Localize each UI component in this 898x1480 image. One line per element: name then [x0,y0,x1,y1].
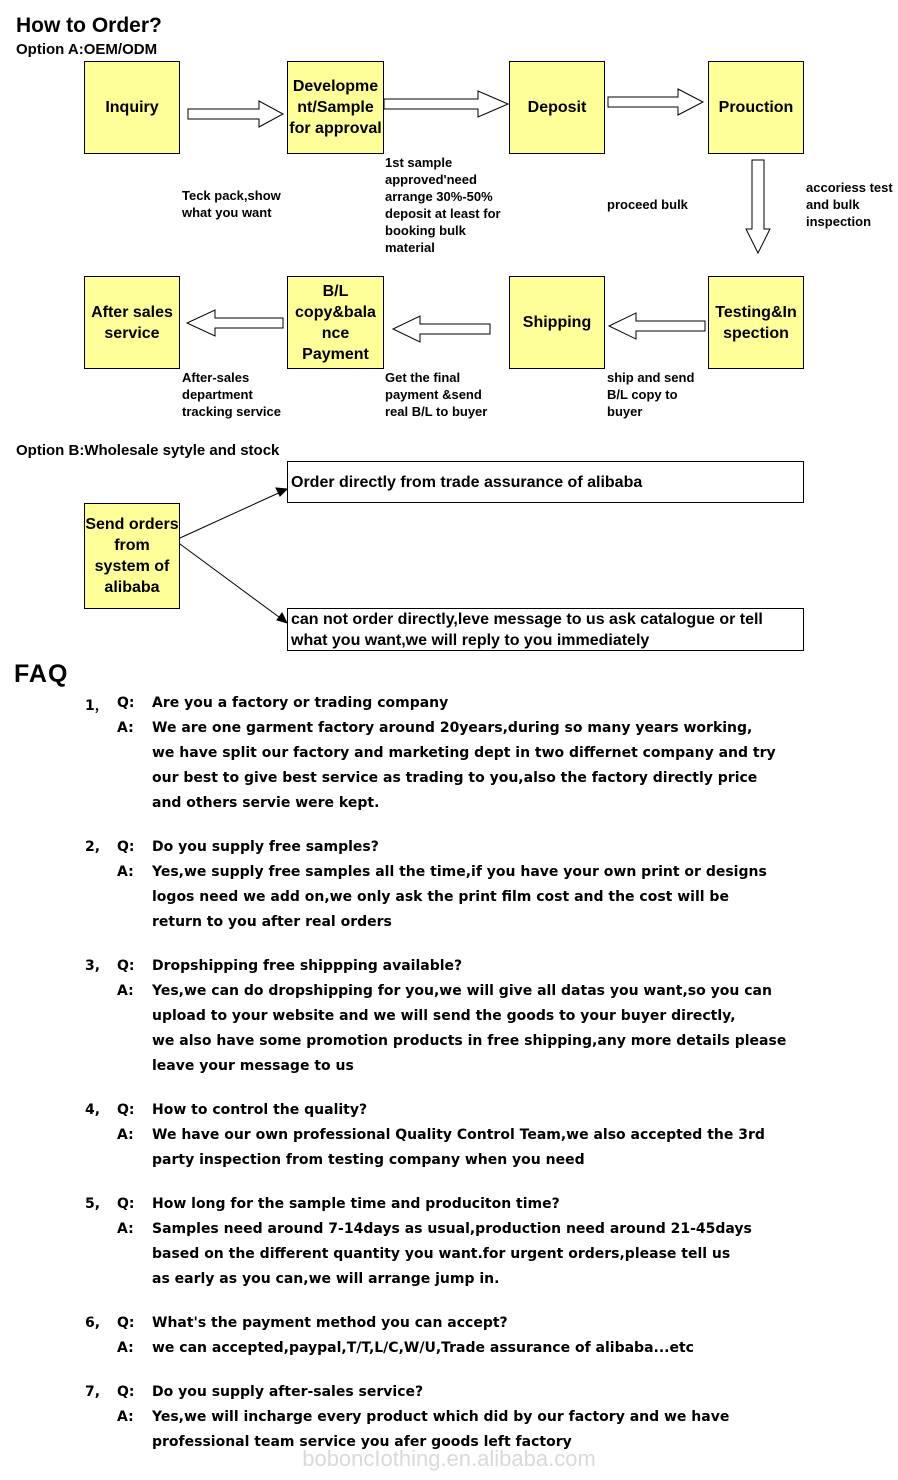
faq-answer-row [0,889,898,914]
faq-q-label: Q: [117,1384,135,1400]
note-ship-send: ship and send B/L copy to buyer [607,370,695,419]
faq-answer-row [0,1221,898,1246]
faq-question-row [0,958,898,983]
faq-answer-line: Yes,we supply free samples all the time,if you have your own print or designs [152,864,767,880]
note-after-sales: After-sales department tracking service [182,370,282,419]
arrow-inquiry-to-development [188,101,283,127]
faq-answer-row [0,983,898,1008]
note-first-sample: 1st sample approved'need arrange 30%-50% deposit at least for booking bulk material [385,155,501,255]
option-b-heading: Option B:Wholesale sytyle and stock [16,442,280,459]
faq-a-label: A: [117,1409,134,1425]
faq-question: How to control the quality? [152,1102,368,1118]
box-bl-payment: B/L copy&bala nce Payment [287,276,384,369]
faq-a-label: A: [117,720,134,736]
faq-question: Do you supply after-sales service? [152,1384,424,1400]
faq-question: What's the payment method you can accept? [152,1315,508,1331]
faq-question-row [0,839,898,864]
faq-number: 4, [85,1102,101,1118]
note-proceed-bulk: proceed bulk [607,197,688,212]
box-order-direct: Order directly from trade assurance of alibaba [287,461,804,503]
faq-question-row [0,1102,898,1127]
faq-answer-line: as early as you can,we will arrange jump in. [152,1271,500,1287]
note-accessories: accoriess test and bulk inspection [806,180,893,229]
arrow-payment-to-aftersales [187,310,283,336]
arrowhead-order-direct [276,488,287,496]
faq-answer-row [0,770,898,795]
faq-question-row [0,1196,898,1221]
box-leave-message: can not order directly,leve message to us ask catalogue or tell what you want,we will reply to you immediately [287,608,804,651]
faq-a-label: A: [117,983,134,999]
box-send-orders: Send orders from system of alibaba [84,503,180,609]
note-teck-pack: Teck pack,show what you want [182,188,281,220]
faq-title: FAQ [14,660,69,688]
faq-answer-line: Samples need around 7-14days as usual,production need around 21-45days [152,1221,752,1237]
faq-answer-line: our best to give best service as trading to you,also the factory directly price [152,770,758,786]
faq-number: 1， [85,698,109,714]
faq-answer-line: logos need we add on,we only ask the print film cost and the cost will be [152,889,729,905]
faq-answer-line: based on the different quantity you want.for urgent orders,please tell us [152,1246,731,1262]
faq-q-label: Q: [117,695,135,711]
faq-answer-line: We have our own professional Quality Control Team,we also accepted the 3rd [152,1127,765,1143]
faq-answer-line: Yes,we can do dropshipping for you,we will give all datas you want,so you can [152,983,772,999]
faq-question: Do you supply free samples? [152,839,379,855]
faq-answer-row [0,1340,898,1365]
line-to-order-direct [180,491,283,538]
faq-answer-row [0,720,898,745]
faq-answer-row [0,1033,898,1058]
faq-answer-row [0,1152,898,1177]
faq-answer-line: we can accepted,paypal,T/T,L/C,W/U,Trade assurance of alibaba...etc [152,1340,694,1356]
faq-a-label: A: [117,864,134,880]
option-a-heading: Option A:OEM/ODM [16,41,158,58]
faq-answer-row [0,1271,898,1296]
faq-number: 7, [85,1384,101,1400]
faq-list [0,695,898,1478]
faq-answer-row [0,1058,898,1083]
faq-answer-row [0,1008,898,1033]
faq-q-label: Q: [117,1315,135,1331]
line-to-leave-message [180,544,283,620]
arrow-production-to-testing [746,160,770,253]
faq-a-label: A: [117,1221,134,1237]
faq-q-label: Q: [117,958,135,974]
box-development: Developme nt/Sample for approval [287,61,384,154]
arrow-shipping-to-payment [393,316,490,342]
faq-answer-line: we also have some promotion products in free shipping,any more details please [152,1033,787,1049]
arrow-deposit-to-production [608,89,703,115]
faq-answer-row [0,1409,898,1434]
faq-answer-line: upload to your website and we will send the goods to your buyer directly, [152,1008,736,1024]
faq-question-row [0,1315,898,1340]
box-deposit: Deposit [509,61,605,154]
faq-question: How long for the sample time and produciton time? [152,1196,560,1212]
faq-q-label: Q: [117,839,135,855]
faq-question: Are you a factory or trading company [152,695,449,711]
faq-answer-row [0,864,898,889]
faq-answer-row [0,1127,898,1152]
faq-answer-line: We are one garment factory around 20years,during so many years working, [152,720,753,736]
faq-a-label: A: [117,1340,134,1356]
faq-answer-row [0,1246,898,1271]
faq-q-label: Q: [117,1102,135,1118]
faq-answer-line: return to you after real orders [152,914,392,930]
arrow-testing-to-shipping [609,313,705,339]
box-shipping: Shipping [509,276,605,369]
faq-answer-line: and others servie were kept. [152,795,380,811]
faq-answer-row [0,914,898,939]
watermark: boboncIothing.en.alibaba.com [302,1446,596,1471]
box-inquiry: Inquiry [84,61,180,154]
arrowhead-leave-message [277,613,287,623]
faq-answer-row [0,745,898,770]
faq-answer-line: professional team service you afer goods left factory [152,1434,572,1450]
note-final-payment: Get the final payment &send real B/L to buyer [385,370,488,419]
faq-a-label: A: [117,1127,134,1143]
faq-number: 6, [85,1315,101,1331]
faq-answer-line: Yes,we will incharge every product which did by our factory and we have [152,1409,730,1425]
faq-q-label: Q: [117,1196,135,1212]
faq-question: Dropshipping free shippping available? [152,958,463,974]
faq-number: 2, [85,839,101,855]
page-title: How to Order? [16,14,162,37]
arrow-development-to-deposit [384,91,508,117]
box-after-sales: After sales service [84,276,180,369]
faq-question-row [0,1384,898,1409]
faq-answer-row [0,795,898,820]
faq-answer-line: party inspection from testing company when you need [152,1152,585,1168]
faq-number: 5, [85,1196,101,1212]
box-production: Prouction [708,61,804,154]
box-testing: Testing&In spection [708,276,804,369]
faq-answer-line: we have split our factory and marketing dept in two differnet company and try [152,745,776,761]
faq-number: 3, [85,958,101,974]
faq-answer-line: leave your message to us [152,1058,354,1074]
faq-question-row [0,695,898,720]
